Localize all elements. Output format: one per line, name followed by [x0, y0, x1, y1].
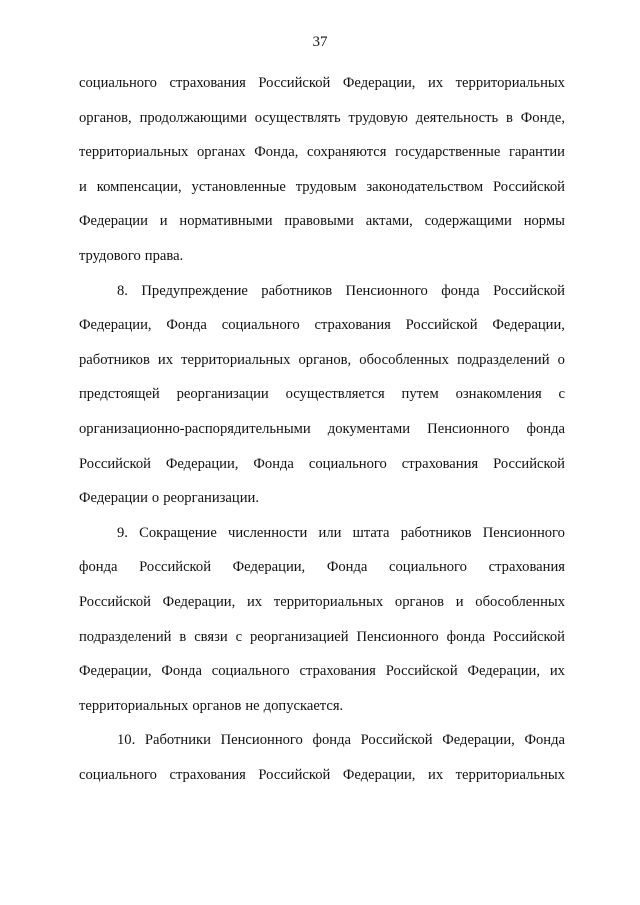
paragraph [79, 72, 565, 280]
text-line: предстоящей реорганизации осуществляется путем ознакомления с [79, 386, 565, 403]
paragraph [79, 522, 565, 730]
text-line: социального страхования Российской Федерации, их территориальных [79, 766, 565, 783]
page-number: 37 [312, 34, 328, 50]
text-line: территориальных органах Фонда, сохраняются государственные гарантии [79, 144, 565, 161]
text-line: органов, продолжающими осуществлять трудовую деятельность в Фонде, [79, 109, 565, 126]
document-body [79, 72, 565, 798]
text-line: работников их территориальных органов, обособленных подразделений о [79, 351, 565, 368]
paragraph [79, 280, 565, 522]
text-line: 9. Сокращение численности или штата работников Пенсионного [117, 524, 565, 541]
text-line: 8. Предупреждение работников Пенсионного фонда Российской [117, 282, 565, 299]
text-line: фонда Российской Федерации, Фонда социального страхования [79, 559, 565, 576]
text-line: территориальных органов не допускается. [79, 697, 344, 714]
text-line: и компенсации, установленные трудовым законодательством Российской [79, 178, 565, 195]
text-line: Российской Федерации, их территориальных органов и обособленных [79, 593, 565, 610]
text-line: 10. Работники Пенсионного фонда Российской Федерации, Фонда [117, 732, 565, 749]
paragraph [79, 729, 565, 798]
text-line: Федерации и нормативными правовыми актами, содержащими нормы [79, 213, 565, 230]
text-line: Федерации, Фонда социального страхования Российской Федерации, [79, 317, 565, 334]
text-line: подразделений в связи с реорганизацией Пенсионного фонда Российской [79, 628, 565, 645]
text-line: Федерации, Фонда социального страхования Российской Федерации, их [79, 663, 565, 680]
text-line: организационно-распорядительными документами Пенсионного фонда [79, 420, 565, 437]
text-line: Федерации о реорганизации. [79, 490, 259, 507]
text-line: социального страхования Российской Федерации, их территориальных [79, 75, 565, 91]
text-line: трудового права. [79, 247, 184, 264]
text-line: Российской Федерации, Фонда социального страхования Российской [79, 455, 565, 472]
